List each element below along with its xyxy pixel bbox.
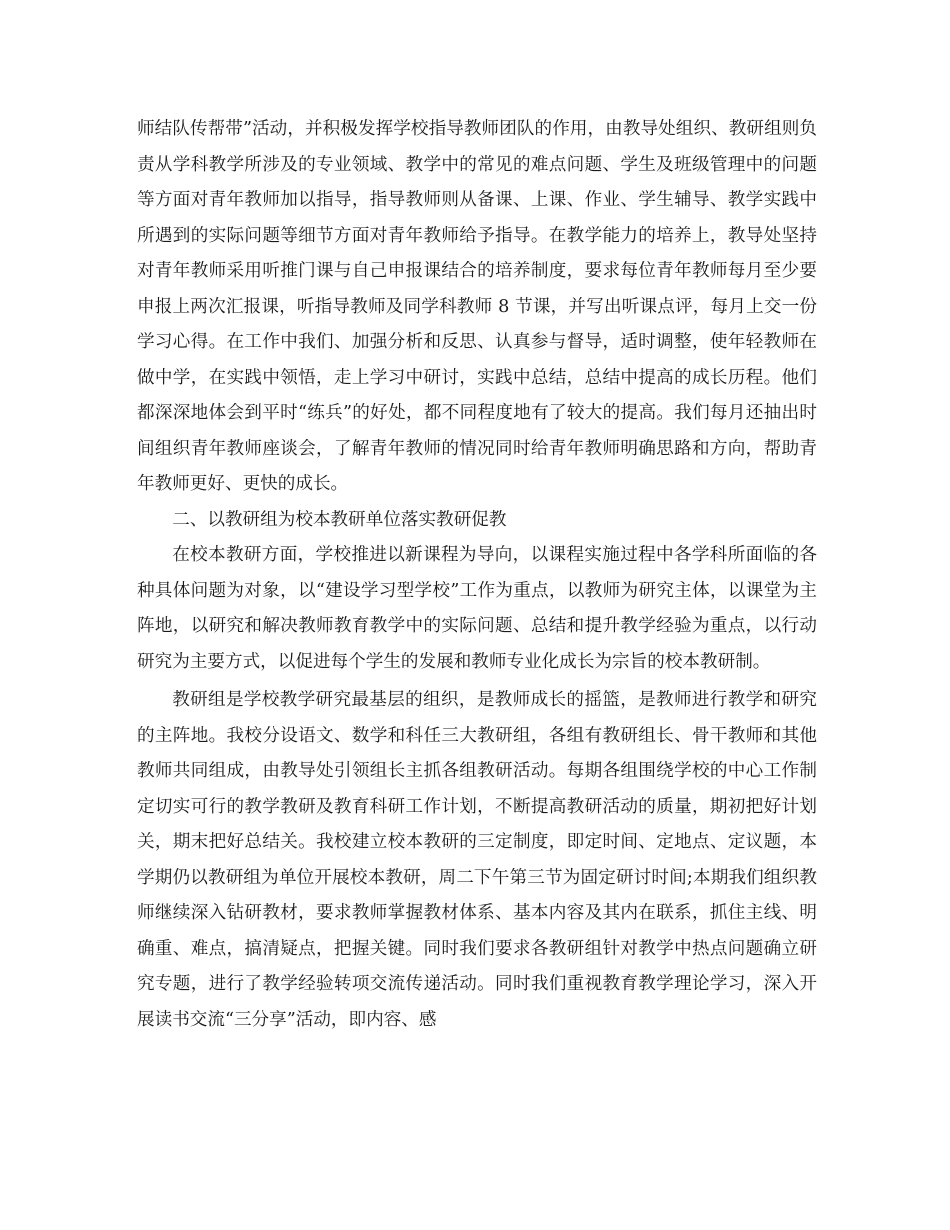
paragraph-research-groups: 教研组是学校教学研究最基层的组织，是教师成长的摇篮，是教师进行教学和研究的主阵地。我校分设语文、数学和科任三大教研组，各组有教研组长、骨干教师和其他教师共同组成，由教导处引领组长主抓各组教研活动。每期各组围绕学校的中心工作制定切实可行的教学教研及教育科研工作计划，不断提高教研活动的质量，期初把好计划关，期末把好总结关。我校建立校本教研的三定制度，即定时间、定地点、定议题，本学期仍以教研组为单位开展校本教研，周二下午第三节为固定研讨时间;本期我们组织教师继续深入钻研教材，要求教师掌握教材体系、基本内容及其内在联系，抓住主线、明确重、难点，搞清疑点，把握关键。同时我们要求各教研组针对教学中热点问题确立研究专题，进行了教学经验转项交流传递活动。同时我们重视教育教学理论学习，深入开展读书交流“三分享”活动，即内容、感 (137, 690, 817, 1030)
paragraph-mentoring: 师结队传帮带”活动，并积极发挥学校指导教师团队的作用，由教导处组织、教研组则负责从学科教学所涉及的专业领域、教学中的常见的难点问题、学生及班级管理中的问题等方面对青年教师加以指导，指导教师则从备课、上课、作业、学生辅导、教学实践中所遇到的实际问题等细节方面对青年教师给予指导。在教学能力的培养上，教导处坚持对青年教师采用听推门课与自己申报课结合的培养制度，要求每位青年教师每月至少要申报上两次汇报课，听指导教师及同学科教师 8 节课，并写出听课点评，每月上交一份学习心得。在工作中我们、加强分析和反思、认真参与督导，适时调整，使年轻教师在做中学，在实践中领悟，走上学习中研讨，实践中总结，总结中提高的成长历程。他们都深深地体会到平时“练兵”的好处，都不同程度地有了较大的提高。我们每月还抽出时间组织青年教师座谈会，了解青年教师的情况同时给青年教师明确思路和方向，帮助青年教师更好、更快的成长。 (137, 119, 817, 494)
section-heading-teaching-research: 二、以教研组为校本教研单位落实教研促教 (172, 509, 507, 530)
document-body (137, 112, 817, 1038)
paragraph-school-based-research: 在校本教研方面，学校推进以新课程为导向，以课程实施过程中各学科所面临的各种具体问题为对象，以“建设学习型学校”工作为重点，以教师为研究主体，以课堂为主阵地，以研究和解决教师教育教学中的实际问题、总结和提升教学经验为重点，以行动研究为主要方式，以促进每个学生的发展和教师专业化成长为宗旨的校本教研制。 (137, 545, 817, 672)
